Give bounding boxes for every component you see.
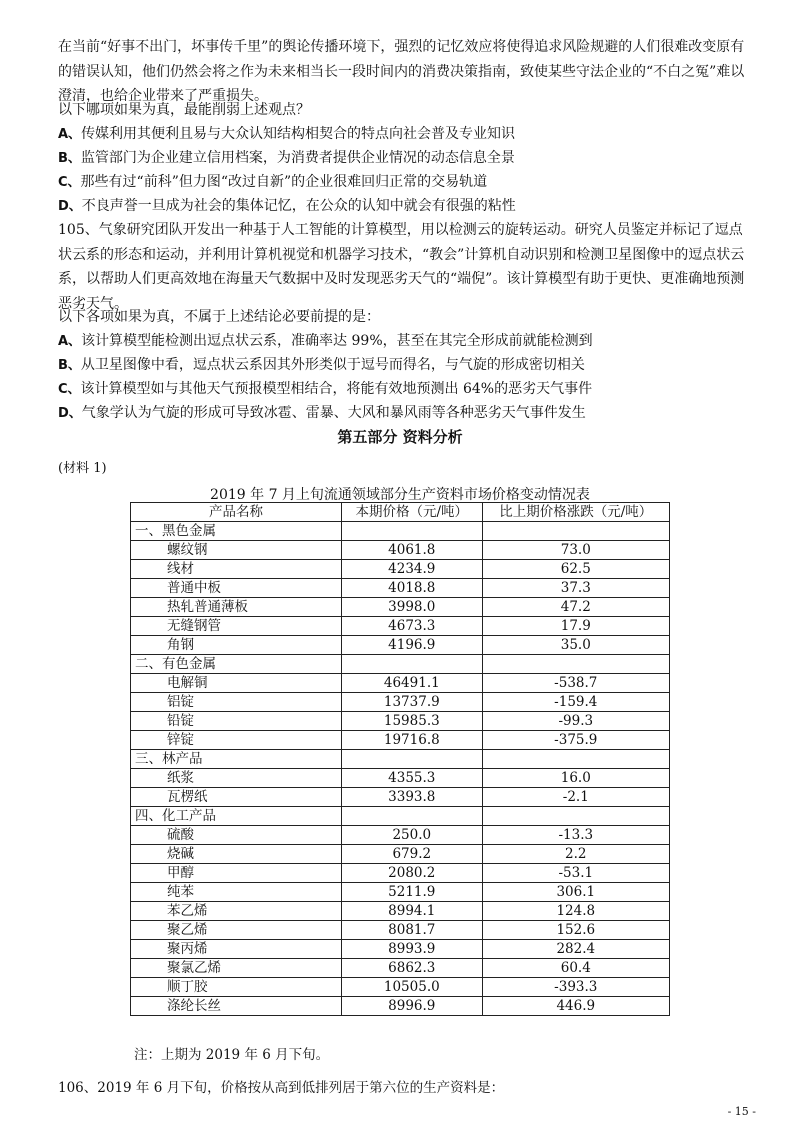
change-cell: 282.4 [482, 940, 669, 959]
price-cell: 4018.8 [342, 579, 483, 598]
product-name-cell: 热轧普通薄板 [131, 598, 342, 617]
option-text: 监管部门为企业建立信用档案，为消费者提供企业情况的动态信息全景 [80, 150, 515, 166]
change-cell: 152.6 [482, 921, 669, 940]
product-name-cell: 聚乙烯 [131, 921, 342, 940]
table-row [131, 845, 670, 864]
price-cell: 8996.9 [342, 997, 483, 1016]
change-cell [482, 750, 669, 769]
table-category-row [131, 522, 670, 541]
q105-option-b[interactable] [58, 355, 758, 376]
table-row [131, 788, 670, 807]
table-row [131, 826, 670, 845]
table-category-row [131, 750, 670, 769]
option-text: 不良声誉一旦成为社会的集体记忆，在公众的认知中就会有很强的粘性 [81, 198, 516, 214]
product-name-cell: 锌锭 [131, 731, 342, 750]
q104-passage: 在当前“好事不出门，坏事传千里”的舆论传播环境下，强烈的记忆效应将使得追求风险规避的人们很难改变原有的错误认知，他们仍然会将之作为未来相当长一段时间内的消费决策指南，致使某些守法企业的“不白之冤”难以澄清，也给企业带来了严重损失。 [58, 39, 745, 104]
product-name-cell: 铅锭 [131, 712, 342, 731]
price-cell: 13737.9 [342, 693, 483, 712]
table-body [131, 522, 670, 1016]
price-cell: 679.2 [342, 845, 483, 864]
product-name-cell: 硫酸 [131, 826, 342, 845]
table-title: 2019 年 7 月上旬流通领域部分生产资料市场价格变动情况表 [210, 487, 590, 503]
product-name-cell: 甲醇 [131, 864, 342, 883]
change-cell: -13.3 [482, 826, 669, 845]
q105-option-a[interactable] [58, 331, 758, 352]
product-name-cell: 电解铜 [131, 674, 342, 693]
product-name-cell: 一、黑色金属 [131, 522, 342, 541]
change-cell: -53.1 [482, 864, 669, 883]
change-cell: -538.7 [482, 674, 669, 693]
table-row [131, 921, 670, 940]
table-row [131, 883, 670, 902]
option-letter: D、 [58, 406, 82, 421]
table-row [131, 978, 670, 997]
product-name-cell: 纯苯 [131, 883, 342, 902]
table-row [131, 636, 670, 655]
price-table [130, 502, 670, 1016]
header-product-name: 产品名称 [131, 503, 342, 522]
material-label: (材料 1) [58, 461, 107, 476]
product-name-cell: 螺纹钢 [131, 541, 342, 560]
change-cell: -2.1 [482, 788, 669, 807]
table-row [131, 940, 670, 959]
option-letter: D、 [58, 199, 82, 214]
table-category-row [131, 655, 670, 674]
option-letter: B、 [58, 358, 81, 373]
change-cell [482, 807, 669, 826]
price-cell [342, 750, 483, 769]
price-cell: 8993.9 [342, 940, 483, 959]
product-name-cell: 二、有色金属 [131, 655, 342, 674]
price-cell: 10505.0 [342, 978, 483, 997]
table-row [131, 902, 670, 921]
option-text: 该计算模型如与其他天气预报模型相结合，将能有效地预测出 64%的恶劣天气事件 [80, 381, 593, 397]
change-cell: 17.9 [482, 617, 669, 636]
change-cell: -99.3 [482, 712, 669, 731]
table-row [131, 731, 670, 750]
header-price-change: 比上期价格涨跌（元/吨） [482, 503, 669, 522]
change-cell: 35.0 [482, 636, 669, 655]
product-name-cell: 聚氯乙烯 [131, 959, 342, 978]
price-cell: 5211.9 [342, 883, 483, 902]
price-cell: 6862.3 [342, 959, 483, 978]
change-cell [482, 655, 669, 674]
q104-option-a[interactable] [58, 124, 758, 145]
product-name-cell: 瓦楞纸 [131, 788, 342, 807]
change-cell: -393.3 [482, 978, 669, 997]
page-number: - 15 - [727, 1105, 756, 1118]
header-current-price: 本期价格（元/吨） [342, 503, 483, 522]
table-row [131, 617, 670, 636]
q104-option-d[interactable] [58, 196, 758, 217]
table-row [131, 674, 670, 693]
change-cell: 124.8 [482, 902, 669, 921]
change-cell: -375.9 [482, 731, 669, 750]
option-letter: C、 [58, 175, 81, 190]
option-text: 该计算模型能检测出逗点状云系，准确率达 99%，甚至在其完全形成前就能检测到 [81, 333, 593, 349]
table-row [131, 598, 670, 617]
table-row [131, 579, 670, 598]
price-cell [342, 655, 483, 674]
price-cell: 2080.2 [342, 864, 483, 883]
product-name-cell: 无缝钢管 [131, 617, 342, 636]
price-cell: 46491.1 [342, 674, 483, 693]
price-cell: 4234.9 [342, 560, 483, 579]
product-name-cell: 烧碱 [131, 845, 342, 864]
change-cell [482, 522, 669, 541]
price-cell: 4673.3 [342, 617, 483, 636]
price-cell: 250.0 [342, 826, 483, 845]
product-name-cell: 纸浆 [131, 769, 342, 788]
option-text: 传媒利用其便利且易与大众认知结构相契合的特点向社会普及专业知识 [81, 126, 516, 142]
change-cell: 306.1 [482, 883, 669, 902]
change-cell: 37.3 [482, 579, 669, 598]
q105-question: 以下各项如果为真，不属于上述结论必要前提的是： [58, 309, 380, 325]
price-cell [342, 807, 483, 826]
price-cell: 4061.8 [342, 541, 483, 560]
product-name-cell: 苯乙烯 [131, 902, 342, 921]
price-cell: 4355.3 [342, 769, 483, 788]
table-header-row [131, 503, 670, 522]
price-cell: 4196.9 [342, 636, 483, 655]
option-letter: A、 [58, 334, 82, 349]
price-cell: 19716.8 [342, 731, 483, 750]
table-row [131, 769, 670, 788]
q104-option-b[interactable] [58, 148, 758, 169]
product-name-cell: 铝锭 [131, 693, 342, 712]
product-name-cell: 角钢 [131, 636, 342, 655]
price-cell [342, 522, 483, 541]
table-row [131, 693, 670, 712]
table-row [131, 712, 670, 731]
product-name-cell: 涤纶长丝 [131, 997, 342, 1016]
product-name-cell: 线材 [131, 560, 342, 579]
change-cell: 62.5 [482, 560, 669, 579]
option-letter: C、 [58, 382, 81, 397]
q104-option-c[interactable] [58, 172, 758, 193]
price-cell: 3393.8 [342, 788, 483, 807]
price-cell: 3998.0 [342, 598, 483, 617]
change-cell: 47.2 [482, 598, 669, 617]
change-cell: 73.0 [482, 541, 669, 560]
product-name-cell: 普通中板 [131, 579, 342, 598]
table-category-row [131, 807, 670, 826]
change-cell: -159.4 [482, 693, 669, 712]
q105-passage: 105、气象研究团队开发出一种基于人工智能的计算模型，用以检测云的旋转运动。研究人员鉴定并标记了逗点状云系的形态和运动，并利用计算机视觉和机器学习技术，“教会”计算机自动识别和检测卫星图像中的逗点状云系，以帮助人们更高效地在海量天气数据中及时发现恶劣天气的“端倪”。该计算模型有助于更快、更准确地预测恶劣天气。 [58, 222, 745, 312]
price-cell: 8994.1 [342, 902, 483, 921]
option-text: 从卫星图像中看，逗点状云系因其外形类似于逗号而得名，与气旋的形成密切相关 [80, 357, 585, 373]
product-name-cell: 三、林产品 [131, 750, 342, 769]
q104-question: 以下哪项如果为真，最能削弱上述观点？ [58, 102, 310, 118]
option-letter: A、 [58, 127, 82, 142]
product-name-cell: 聚丙烯 [131, 940, 342, 959]
table-note: 注：上期为 2019 年 6 月下旬。 [134, 1047, 330, 1063]
q105-option-c[interactable] [58, 379, 758, 400]
table-row [131, 541, 670, 560]
table-row [131, 959, 670, 978]
change-cell: 2.2 [482, 845, 669, 864]
q106-question: 106、2019 年 6 月下旬，价格按从高到低排列居于第六位的生产资料是： [58, 1080, 505, 1096]
change-cell: 16.0 [482, 769, 669, 788]
product-name-cell: 四、化工产品 [131, 807, 342, 826]
price-cell: 15985.3 [342, 712, 483, 731]
option-text: 气象学认为气旋的形成可导致冰雹、雷暴、大风和暴风雨等各种恶劣天气事件发生 [81, 405, 586, 421]
table-row [131, 997, 670, 1016]
product-name-cell: 顺丁胶 [131, 978, 342, 997]
table-row [131, 560, 670, 579]
section-title: 第五部分 资料分析 [337, 428, 463, 446]
table-row [131, 864, 670, 883]
change-cell: 60.4 [482, 959, 669, 978]
option-text: 那些有过“前科”但力图“改过自新”的企业很难回归正常的交易轨道 [80, 174, 488, 190]
change-cell: 446.9 [482, 997, 669, 1016]
option-letter: B、 [58, 151, 81, 166]
q105-option-d[interactable] [58, 403, 758, 424]
price-cell: 8081.7 [342, 921, 483, 940]
